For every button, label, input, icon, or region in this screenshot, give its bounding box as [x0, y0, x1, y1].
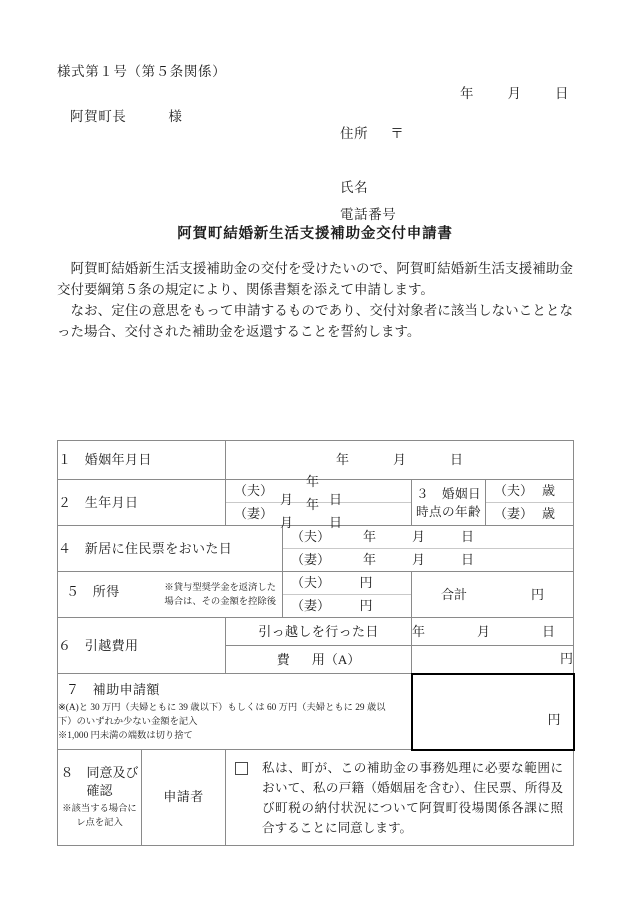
- row4-wife-year: 年: [363, 552, 377, 567]
- row6-label: ６ 引越費用: [58, 637, 139, 653]
- row3-husband-row[interactable]: [486, 480, 573, 503]
- row2-wife-label: （妻）: [234, 506, 274, 521]
- row5-total-label: 合計: [441, 586, 468, 602]
- row6-day: 日: [542, 623, 556, 639]
- row3-husband-label: （夫）: [494, 483, 534, 498]
- row4-label-cell: [58, 526, 283, 572]
- row2-husband-day: 日: [329, 492, 343, 507]
- form-number: 様式第１号（第５条関係）: [57, 64, 227, 79]
- row1-day: 日: [450, 452, 464, 467]
- row6-month: 月: [477, 623, 491, 639]
- row4-husband-day: 日: [461, 529, 475, 544]
- table-row-6-date: [58, 618, 574, 646]
- table-row-4: [58, 526, 574, 572]
- row5-wife-label: （妻）: [291, 598, 331, 613]
- row6-cost-unit: 円: [560, 651, 574, 667]
- row6-cost-label-a: 費: [276, 651, 290, 667]
- document-title: 阿賀町結婚新生活支援補助金交付申請書: [177, 226, 453, 242]
- row8-label-line1: ８ 同意及び: [60, 765, 139, 781]
- row5-wife-unit: 円: [359, 598, 373, 613]
- applicant-info-block: [340, 122, 404, 223]
- row2-husband-label: （夫）: [234, 483, 274, 498]
- row1-date-placeholder: [226, 451, 573, 469]
- row6-movedate-label-cell: [226, 618, 412, 646]
- row7-note-line2: 下）のいずれか少ない金額を記入: [58, 716, 198, 727]
- row4-husband-label: （夫）: [291, 529, 331, 544]
- row1-month: 月: [393, 452, 407, 467]
- row4-husband-date: [337, 528, 565, 546]
- row7-label-cell: [58, 674, 412, 750]
- row4-husband-year: 年: [363, 529, 377, 544]
- body-text: [57, 258, 573, 342]
- row6-cost-value-cell[interactable]: [412, 646, 574, 674]
- row8-label-line2: 確認: [86, 783, 113, 799]
- addressee-name: 阿賀町長: [70, 109, 127, 124]
- row8-label-cell: [58, 750, 142, 846]
- row5-note-line1: ※貸与型奨学金を返済した: [164, 582, 276, 593]
- row6-cost-label: [277, 652, 360, 667]
- row7-label: ７ 補助申請額: [66, 681, 160, 697]
- table-row-2: [58, 480, 574, 526]
- row1-year: 年: [336, 452, 350, 467]
- row8-applicant-label: 申請者: [163, 789, 204, 805]
- row2-wife-day: 日: [329, 515, 343, 530]
- row7-note-line3: ※1,000 円未満の端数は切り捨て: [58, 730, 193, 741]
- row3-label-line1: ３ 婚姻日: [416, 486, 481, 501]
- row5-husband-label: （夫）: [291, 575, 331, 590]
- row2-value-cell[interactable]: [226, 474, 412, 530]
- row5-note-line2: 場合は、その金額を控除後: [164, 596, 276, 607]
- row8-applicant-cell: [142, 750, 226, 846]
- row3-label-line2: 時点の年齢: [416, 504, 481, 519]
- body-paragraph-2: なお、定住の意思をもって申請するものであり、交付対象者に該当しないこととなった場合、交付された補助金を返還することを誓約します。: [57, 303, 573, 339]
- table-row-8: [58, 750, 574, 846]
- address-label: 住所: [340, 126, 369, 141]
- row5-label: ５ 所得: [66, 583, 120, 599]
- row5-wife-row[interactable]: [283, 595, 411, 617]
- row6-label-cell: [58, 618, 226, 674]
- row6-cost-label-b: 用（A）: [311, 651, 361, 667]
- row6-movedate-value-cell[interactable]: [412, 618, 574, 646]
- row5-total-cell[interactable]: [412, 572, 574, 618]
- applicant-name-row: 氏名: [340, 180, 369, 195]
- row4-wife-label: （妻）: [291, 552, 331, 567]
- row3-label-cell: [412, 480, 486, 526]
- row4-label: ４ 新居に住民票をおいた日: [58, 540, 233, 556]
- row3-value-cell[interactable]: [486, 480, 574, 526]
- addressee-line: [70, 105, 183, 125]
- row8-consent-cell: [226, 750, 574, 846]
- row5-total-unit: 円: [531, 586, 545, 602]
- application-form-table: [57, 440, 574, 846]
- applicant-tel-row: 電話番号: [340, 207, 397, 222]
- row4-value-cell[interactable]: [283, 526, 574, 572]
- row4-wife-day: 日: [461, 552, 475, 567]
- row5-amount-cell[interactable]: [283, 572, 412, 618]
- row6-movedate-placeholder: [412, 624, 555, 639]
- row6-cost-label-cell: [226, 646, 412, 674]
- row6-year: 年: [412, 623, 426, 639]
- row4-wife-date: [337, 551, 565, 569]
- row5-total-inner: [412, 586, 573, 604]
- row2-label-cell: [58, 480, 226, 526]
- row1-label: １ 婚姻年月日: [58, 452, 152, 467]
- row1-label-cell: [58, 441, 226, 480]
- row7-amount-unit: 円: [547, 711, 561, 727]
- table-row-7: [58, 674, 574, 750]
- row3-wife-row[interactable]: [486, 503, 573, 525]
- postal-mark-icon: 〒: [390, 126, 405, 141]
- row3-husband-unit: 歳: [542, 483, 556, 498]
- row8-note-line2: レ点を記入: [76, 818, 123, 829]
- row4-wife-month: 月: [412, 552, 426, 567]
- row2-wife-date: [280, 496, 403, 532]
- row2-wife-year: 年: [306, 497, 320, 512]
- row5-label-cell: [58, 572, 283, 618]
- row8-note-line1: ※該当する場合に: [62, 804, 137, 815]
- row2-husband-year: 年: [306, 474, 320, 489]
- header-date-month: 月: [507, 86, 521, 101]
- row7-amount-box[interactable]: [412, 674, 574, 750]
- table-row-5: [58, 572, 574, 618]
- row7-note-line1: ※(A)と 30 万円（夫婦ともに 39 歳以下）もしくは 60 万円（夫婦ともに 29 歳以: [58, 702, 386, 713]
- header-date-day: 日: [555, 86, 569, 101]
- row4-wife-row[interactable]: [283, 549, 573, 571]
- applicant-address-row: [340, 122, 404, 142]
- row2-label: ２ 生年月日: [58, 494, 139, 510]
- consent-text: 私は、町が、この補助金の事務処理に必要な範囲において、私の戸籍（婚姻届を含む）、住民票、所得及び町税の納付状況について阿賀町役場関係各課に照合することに同意します。: [262, 760, 564, 835]
- row3-wife-label: （妻）: [494, 506, 534, 521]
- row2-wife-month: 月: [280, 515, 294, 530]
- row2-husband-month: 月: [280, 492, 294, 507]
- body-paragraph-1: 阿賀町結婚新生活支援補助金の交付を受けたいので、阿賀町結婚新生活支援補助金交付要綱第５条の規定により、関係書類を添えて申請します。: [57, 261, 573, 297]
- consent-checkbox[interactable]: [235, 762, 248, 775]
- row6-movedate-label: 引っ越しを行った日: [258, 623, 379, 639]
- consent-block: [226, 751, 573, 845]
- header-date-line: [460, 82, 569, 102]
- row2-wife-row[interactable]: [226, 497, 411, 530]
- addressee-honorific: 様: [168, 109, 183, 124]
- row4-husband-row[interactable]: [283, 526, 573, 549]
- header-date-year: 年: [460, 86, 474, 101]
- row5-husband-unit: 円: [359, 575, 373, 590]
- row5-husband-row[interactable]: [283, 572, 411, 595]
- row4-husband-month: 月: [412, 529, 426, 544]
- row3-wife-unit: 歳: [542, 506, 556, 521]
